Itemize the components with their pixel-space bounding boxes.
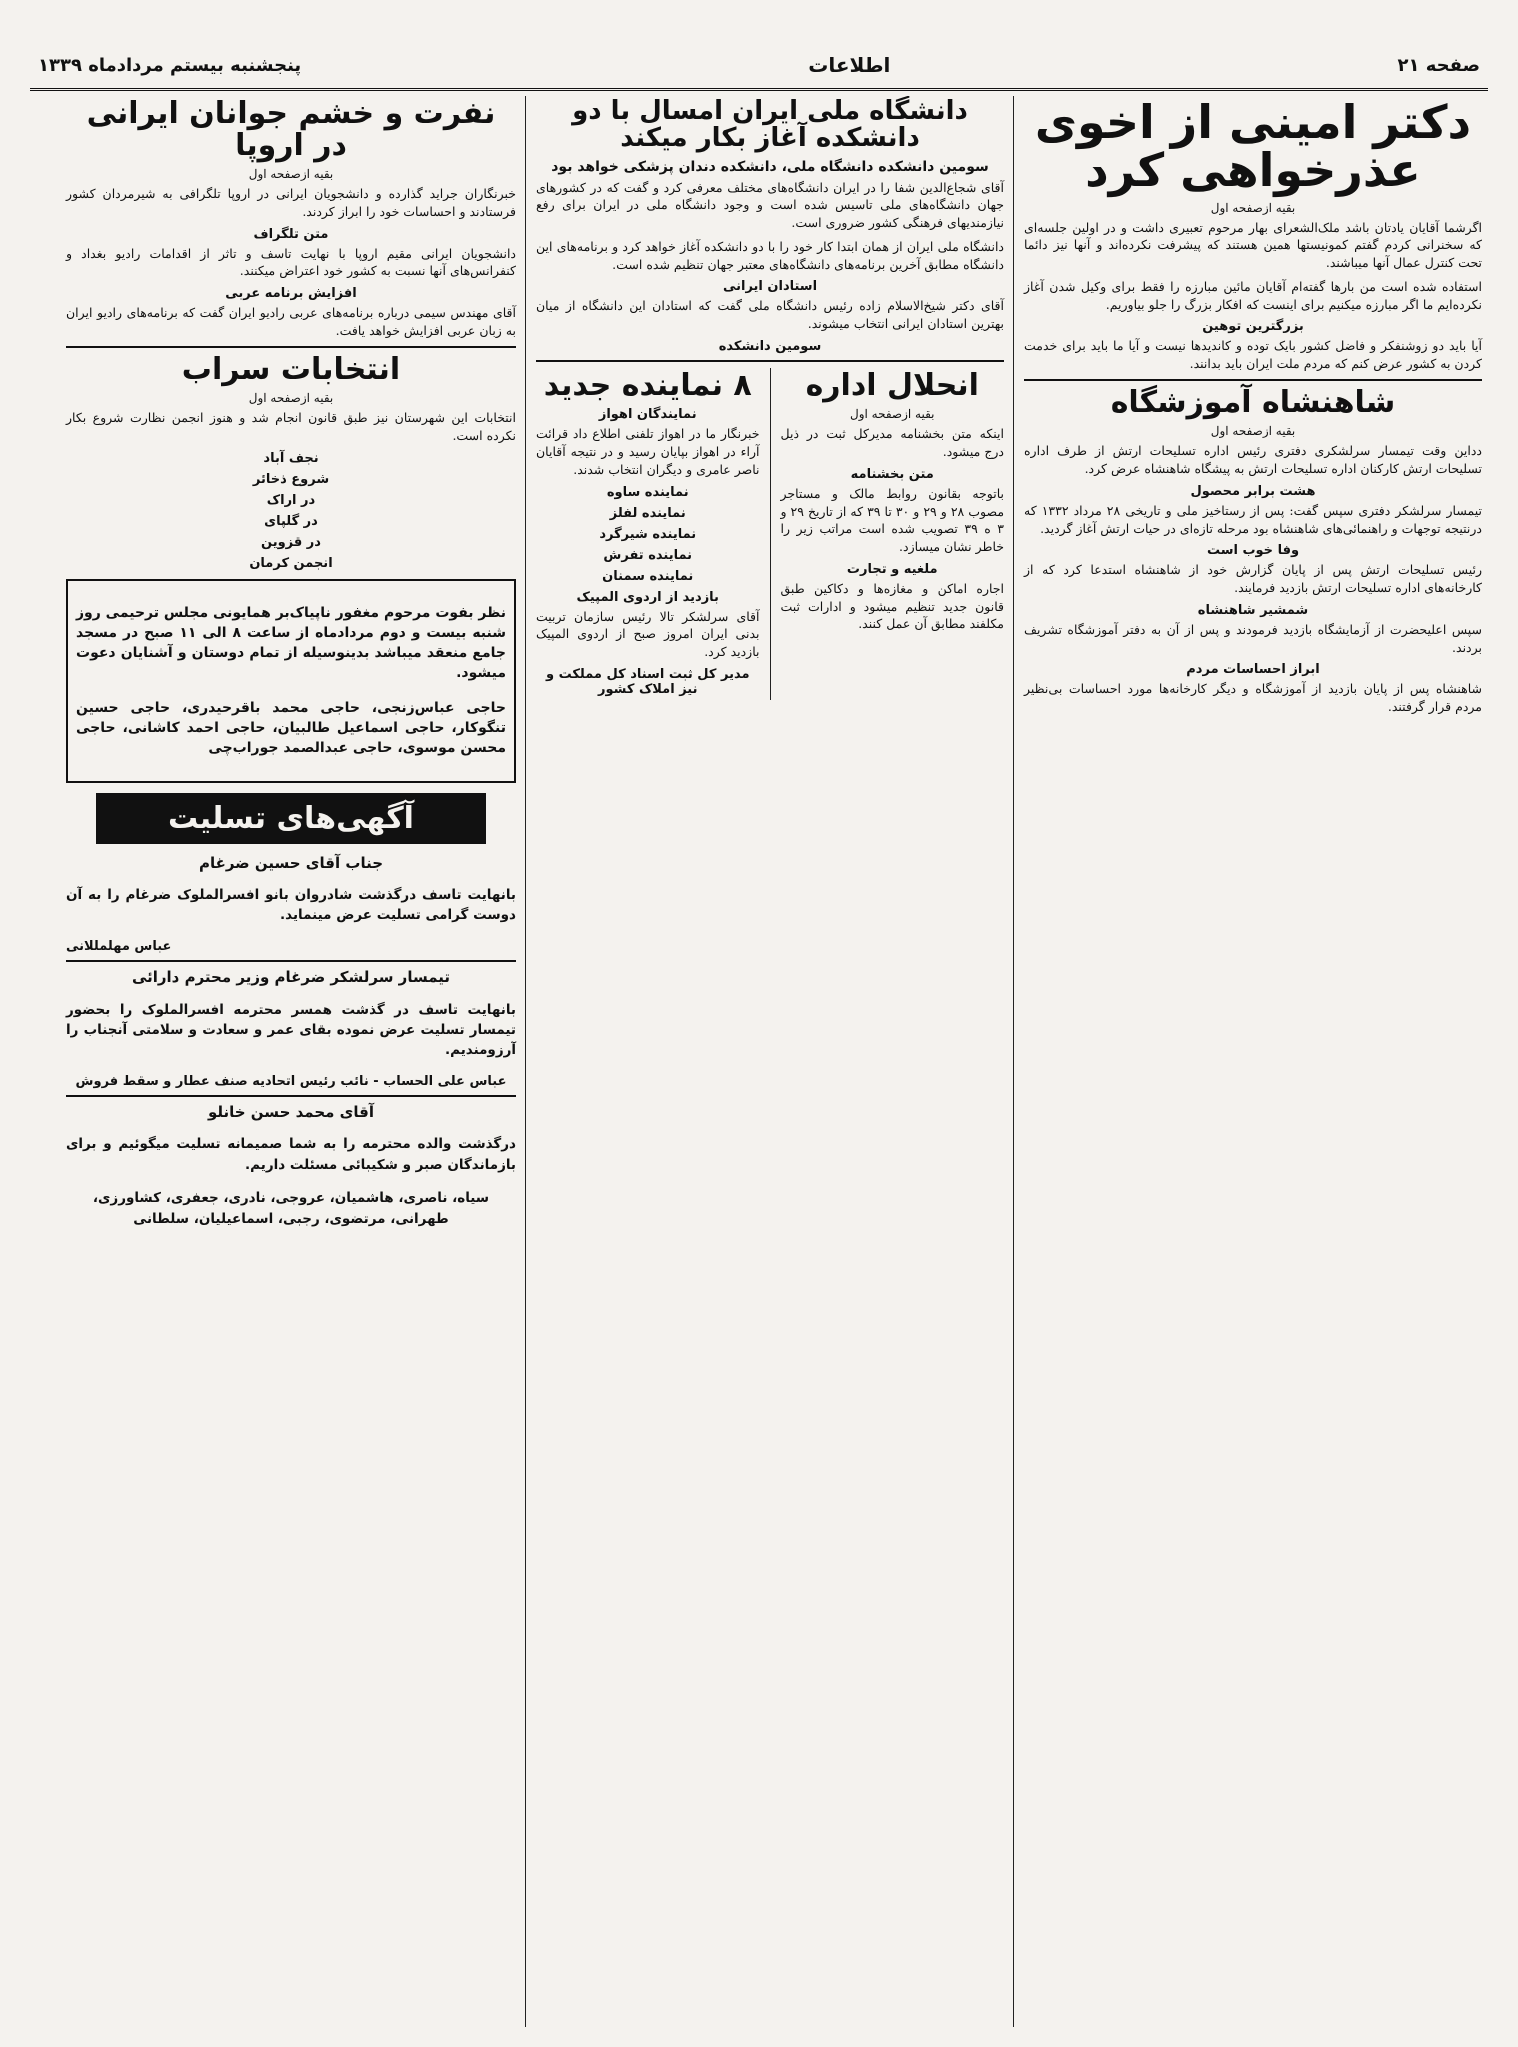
- headline-sarab: انتخابات سراب: [181, 351, 401, 387]
- subheading: ملغیه و تجارت: [846, 561, 938, 577]
- condolence-sign: عباس مهلمللانی: [66, 939, 172, 955]
- subheading: نماینده شیرگرد: [599, 526, 697, 542]
- subheading: شروع ذخائر: [252, 471, 330, 487]
- article-paragraph: باتوجه بقانون روابط مالک و مستاجر مصوب ۲۸ و ۲۹ و ۳۰ تا ۳۹ که از تاریخ ۲۹ و ۳ ه ۳۹ تصویب شده است مراتب زیر را خاطر نشان میسازد.: [780, 485, 1005, 555]
- subheading: بازدید از اردوی المپیک: [576, 589, 719, 605]
- article-paragraph: تیمسار سرلشکر دفتری سپس گفت: پس از رستاخیز ملی و تاریخی ۲۸ مرداد ۱۳۳۲ که درنتیجه توجهات و راهنمائی‌های شاهنشاه بود مرحله تازه‌ای در حیات ارتش آغاز گردید.: [1024, 502, 1482, 536]
- article-paragraph: دانشجویان ایرانی مقیم اروپا با نهایت تاسف و تاثر از اقدامات رادیو بغداد و کنفرانس‌های آنها نسبت به کشور خود اعتراض میکنند.: [66, 245, 516, 279]
- subheading: مدیر کل ثبت اسناد کل مملکت و نیز املاک کشور: [545, 666, 750, 697]
- continued-note: بقیه ازصفحه اول: [849, 407, 935, 422]
- subheading: ابراز احساسات مردم: [1186, 662, 1320, 678]
- condolence-sign: سیاه، ناصری، هاشمیان، عروجی، نادری، جعفری، کشاورزی، طهرانی، مرتضوی، رجبی، اسماعیلیان، سلطانی: [92, 1190, 490, 1227]
- continued-note: بقیه ازصفحه اول: [248, 391, 334, 405]
- article-paragraph: اگرشما آقایان یادتان باشد ملک‌الشعرای بهار مرحوم تعبیری داشت و در اولین جلسه‌ای که سخنرانی کردم گفتم کمونیستها همین هستند که پیشرفت نکرده‌اند و آنها نیز دائما تحت کنترل عمال آنها میباشند.: [1024, 219, 1482, 271]
- subheading: انجمن کرمان: [249, 555, 333, 571]
- subheading: در قزوین: [261, 534, 321, 550]
- column-rule: [525, 96, 526, 2027]
- condolence-sign: عباس علی الحساب - نائب رئیس اتحادیه صنف عطار و سقط فروش: [75, 1073, 507, 1089]
- subheading: استادان ایرانی: [722, 279, 818, 295]
- subheading: نماینده ساوه: [606, 484, 689, 500]
- continued-note: بقیه ازصفحه اول: [1210, 200, 1296, 215]
- subheading: شمشیر شاهنشاه: [1197, 602, 1309, 618]
- headline-youth: نفرت و خشم جوانان ایرانی در اروپا: [86, 96, 496, 163]
- article-paragraph: اینکه متن بخشنامه مدیرکل ثبت در ذیل درج میشود.: [780, 426, 1004, 460]
- article-paragraph: انتخابات این شهرستان نیز طبق قانون انجام شد و هنوز انجمن نظارت شروع بکار نکرده است.: [66, 410, 516, 443]
- subheading: افزایش برنامه عربی: [225, 286, 357, 301]
- subheading: نجف آباد: [263, 450, 319, 466]
- subheading: سومین دانشکده: [718, 338, 822, 354]
- subheadline: سومین دانشکده دانشگاه ملی، دانشکده دندان پزشکی خواهد بود: [551, 158, 989, 175]
- continued-note: بقیه ازصفحه اول: [1210, 424, 1296, 439]
- obituary-names: حاجی عباس‌زنجی، حاجی محمد باقرحیدری، حاجی حسین تنگوکار، حاجی اسماعیل طالبیان، حاجی احمد کاشانی، حاجی محسن موسوی، حاجی عبدالصمد جوراب‌چی: [76, 699, 506, 757]
- headline-representatives: ۸ نماینده جدید: [543, 367, 752, 403]
- middle-split: [536, 368, 1004, 700]
- article-paragraph: خبرنگاران جراید گذارده و دانشجویان ایرانی در اروپا تلگرافی به شیرمردان کشور فرستادند و احساسات خود را ابراز کردند.: [66, 186, 516, 219]
- subheading: نماینده لفلز: [609, 505, 686, 521]
- right-column: [1018, 96, 1488, 2027]
- subheading: نماینده سمنان: [602, 568, 694, 584]
- condolence-title: جناب آقای حسین ضرغام: [198, 853, 384, 872]
- column-rule: [770, 368, 771, 700]
- column-rule: [1013, 96, 1014, 2027]
- representatives-article: [536, 368, 760, 700]
- article-paragraph: سپس اعلیحضرت از آزمایشگاه بازدید فرمودند و پس از آن به دفتر آموزشگاه تشریف بردند.: [1024, 621, 1482, 655]
- headline-amini: دکتر امینی از اخوی عذرخواهی کرد: [1034, 96, 1472, 198]
- article-paragraph: آقای دکتر شیخ‌الاسلام زاده رئیس دانشگاه ملی گفت که استادان این دانشگاه از میان بهترین استادان ایرانی انتخاب میشوند.: [536, 298, 1004, 332]
- middle-column: [530, 96, 1010, 2027]
- condolence-title: تیمسار سرلشکر ضرغام وزیر محترم دارائی: [131, 968, 451, 987]
- condolence-body: بانهایت تاسف در گذشت همسر محترمه افسرالملوک را بحضور تیمسار تسلیت عرض نموده بقای عمر و سعادت و سلامتی آنجناب را آرزومندیم.: [66, 1001, 516, 1059]
- divider: [66, 960, 516, 962]
- article-paragraph: خبرنگار ما در اهواز تلفنی اطلاع داد قرائت آراء در اهواز بپایان رسید و در نتیجه آقایان ناصر عامری و دیگران انتخاب شدند.: [536, 426, 760, 477]
- article-paragraph: آقای مهندس سیمی درباره برنامه‌های عربی رادیو ایران گفت که برنامه‌های رادیو ایران به زبان عربی افزایش خواهد یافت.: [66, 305, 516, 338]
- subheading: هشت برابر محصول: [1190, 483, 1316, 499]
- article-paragraph: شاهنشاه پس از پایان بازدید از آموزشگاه و دیگر کارخانه‌ها مورد احساسات بی‌نظیر مردم قرار گرفتند.: [1024, 681, 1482, 715]
- subheading: بزرگترین توهین: [1202, 319, 1304, 335]
- obituary-box: [66, 579, 516, 783]
- headline-dissolution: انحلال اداره: [805, 367, 979, 403]
- left-column: [60, 96, 522, 2027]
- divider: [66, 1095, 516, 1097]
- article-paragraph: رئیس تسلیحات ارتش پس از پایان گزارش خود از شاهنشاه استدعا کرد که از کارخانه‌های اداره تسلیحات ارتش بازدید فرمایند.: [1024, 562, 1482, 596]
- subheading: متن تلگراف: [253, 226, 329, 242]
- page-header: [30, 42, 1488, 91]
- subheading: نماینده تفرش: [603, 547, 693, 563]
- article-paragraph: آیا باید دو زوشنفکر و فاضل کشور بایک توده و کاندیدها نیست و آیا ما باید برای خدمت کردن به کشور عرض کنم که مردم ملت ایران باید بدانند.: [1024, 338, 1482, 372]
- article-paragraph: دداین وقت تیمسار سرلشکری دفتری رئیس اداره تسلیحات ارتش از طرف اداره تسلیحات ارتش کارکنان اداره تسلیحات ارتش به پیشگاه شاهنشاه عرض کرد.: [1024, 443, 1482, 477]
- article-paragraph: استفاده شده است من بارها گفته‌ام آقایان مائین مبارزه را فقط برای وکیل شدن آغاز نکرده‌ایم ما اگر مبارزه میکنیم برای اینست که افکار بزرگ را جلو بیاوریم.: [1024, 278, 1482, 312]
- subheading: متن بخشنامه: [850, 466, 934, 482]
- condolence-body: بانهایت تاسف درگذشت شادروان بانو افسرالملوک ضرغام را به آن دوست گرامی تسلیت عرض مینماید.: [66, 887, 516, 924]
- page-number: صفحه ۲۱: [1397, 54, 1480, 76]
- condolence-title: آقای محمد حسن خانلو: [207, 1102, 374, 1121]
- article-paragraph: آقای شجاع‌الدین شفا را در ایران دانشگاه‌های مختلف معرفی کرد و گفت که در کشورهای جهان دانشگاه‌های ملی تاسیس شده است و وجود دانشگاه ملی در ایران برای رفع نیازمندیهای فرهنگی کشور ضروری است.: [536, 179, 1004, 231]
- condolence-body: درگذشت والده محترمه را به شما صمیمانه تسلیت میگوئیم و برای بازماندگان صبر و شکیبائی مسئلت داریم.: [66, 1136, 516, 1173]
- subheading: در اراک: [266, 492, 316, 508]
- headline-shahanshah: شاهنشاه آموزشگاه: [1110, 384, 1396, 420]
- headline-university: دانشگاه ملی ایران امسال با دو دانشکده آغاز بکار میکند: [572, 96, 968, 154]
- divider: [66, 346, 516, 348]
- subheading: در گلپای: [264, 513, 318, 529]
- paper-name: اطلاعات: [808, 53, 891, 77]
- divider: [536, 360, 1004, 362]
- subheading: وفا خوب است: [1206, 543, 1300, 559]
- condolence-banner: آگهی‌های تسلیت: [96, 793, 486, 844]
- article-paragraph: آقای سرلشکر تالا رئیس سازمان تربیت بدنی ایران امروز صبح از اردوی المپیک بازدید کرد.: [536, 608, 760, 660]
- article-paragraph: اجاره اماکن و مغازه‌ها و دکاکین طبق قانون جدید تنظیم میشود و ادارات ثبت مکلفند مطابق آن عمل کنند.: [780, 580, 1004, 632]
- divider: [1024, 379, 1482, 381]
- subheading: نمایندگان اهواز: [598, 407, 697, 423]
- article-paragraph: دانشگاه ملی ایران از همان ابتدا کار خود را با دو دانشکده آغاز خواهد کرد و برنامه‌های این دانشگاه مطابق آخرین برنامه‌های دانشگاه‌های معتبر جهان تنظیم شده است.: [536, 238, 1004, 272]
- dissolution-article: [781, 368, 1005, 700]
- obituary-text: نظر بفوت مرحوم مغفور ناپیاک‌بر همایونی مجلس ترحیمی روز شنبه بیست و دوم مردادماه از ساعت ۸ الی ۱۱ صبح در مسجد جامع منعقد میباشد بدینوسیله از تمام دوستان و آشنایان دعوت میشود.: [75, 604, 507, 682]
- continued-note: بقیه ازصفحه اول: [248, 167, 334, 181]
- issue-date: پنجشنبه بیستم مردادماه ۱۳۳۹: [38, 54, 302, 76]
